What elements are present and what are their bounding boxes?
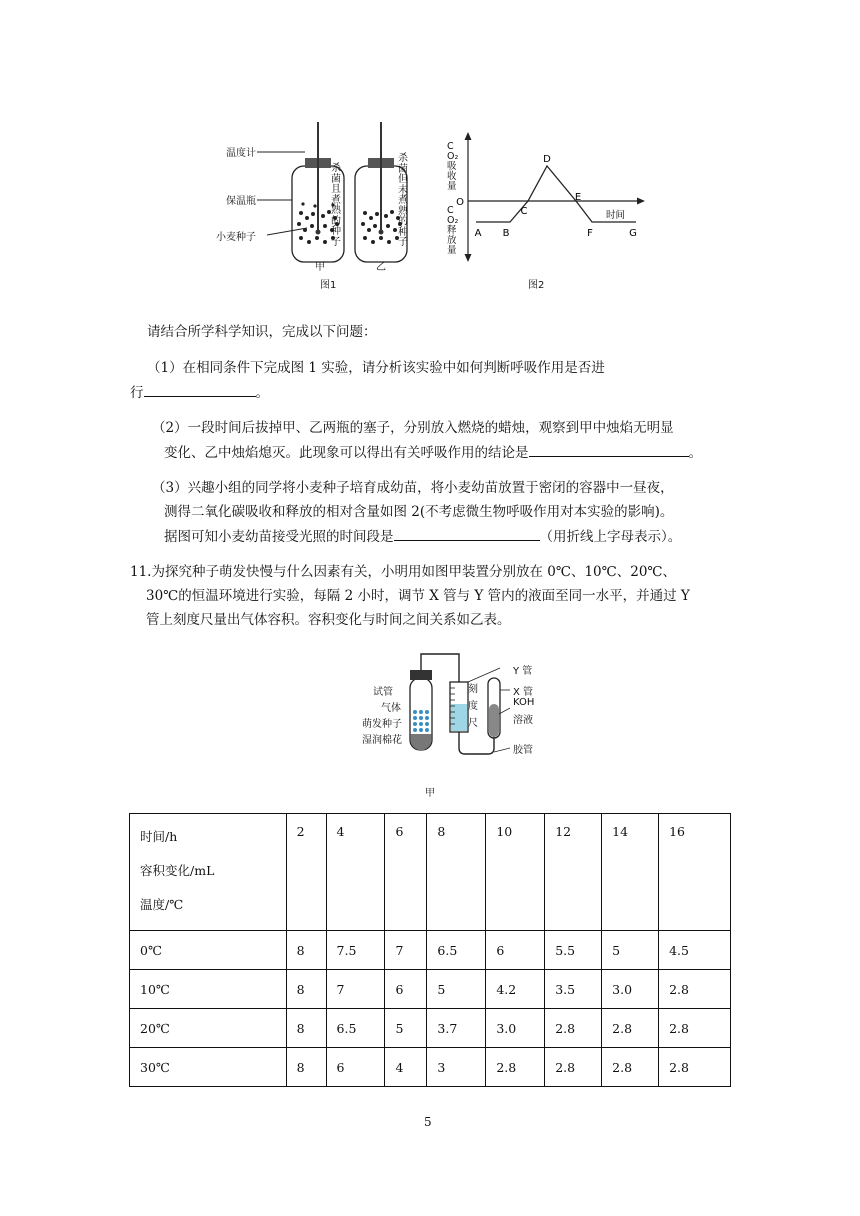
co2-absorb-label: CO₂吸收量: [447, 141, 459, 192]
question-1-line-1: （1）在相同条件下完成图 1 实验，请分析该实验中如何判断呼吸作用是否进: [147, 360, 605, 376]
q3-end: （用折线上字母表示）。: [539, 529, 682, 545]
wet-cotton-label: 湿润棉花: [362, 735, 402, 746]
y-tube-label: Y 管: [513, 666, 533, 677]
value-cell: 8: [286, 1048, 326, 1087]
value-cell: 3.5: [545, 970, 602, 1009]
value-cell: 6.5: [427, 931, 486, 970]
thermos-flask-label: 保温瓶: [226, 196, 256, 207]
value-cell: 7: [326, 970, 385, 1009]
question-3-line-3: [164, 526, 681, 547]
figure-2-caption: 图2: [528, 280, 545, 291]
question-11-line-3: 管上刻度尺量出气体容积。容积变化与时间之间关系如乙表。: [146, 612, 511, 628]
time-cell: 4: [326, 814, 385, 931]
point-d: D: [543, 154, 551, 165]
question-3-line-2: 测得二氧化碳吸收和释放的相对含量如图 2(不考虑微生物呼吸作用对本实验的影响)。: [164, 504, 674, 520]
point-b: B: [502, 228, 510, 239]
rubber-tube-label: 胶管: [513, 745, 533, 756]
table-row: [130, 1009, 731, 1048]
volume-change-header: 容积变化/mL: [140, 863, 215, 878]
value-cell: 2.8: [659, 1009, 731, 1048]
value-cell: 3.0: [602, 970, 659, 1009]
value-cell: 2.8: [659, 970, 731, 1009]
value-cell: 2.8: [659, 1048, 731, 1087]
time-cell: 6: [385, 814, 427, 931]
co2-release-label: CO₂释放量: [447, 205, 459, 256]
value-cell: 6: [486, 931, 545, 970]
figure-2: [440, 128, 670, 268]
q2-end: 。: [688, 445, 702, 461]
value-cell: 8: [286, 1009, 326, 1048]
time-cell: 16: [659, 814, 731, 931]
value-cell: 6: [326, 1048, 385, 1087]
x-tube-label: X 管: [513, 687, 534, 698]
apparatus-figure: [400, 648, 520, 760]
value-cell: 5: [385, 1009, 427, 1048]
time-cell: 8: [427, 814, 486, 931]
page-number: 5: [424, 1115, 432, 1129]
germinating-seed-label: 萌发种子: [362, 719, 402, 730]
wheat-seed-label: 小麦种子: [216, 232, 256, 243]
question-2-line-1: （2）一段时间后拔掉甲、乙两瓶的塞子，分别放入燃烧的蜡烛，观察到甲中烛焰无明显: [152, 420, 674, 436]
value-cell: 2.8: [486, 1048, 545, 1087]
table-row: [130, 970, 731, 1009]
q2-text: 变化、乙中烛焰熄灭。此现象可以得出有关呼吸作用的结论是: [164, 445, 529, 461]
header-cell: [130, 814, 287, 931]
value-cell: 6: [385, 970, 427, 1009]
apparatus-caption: 甲: [425, 788, 435, 799]
flask-a-name: 甲: [315, 262, 325, 273]
value-cell: 2.8: [602, 1009, 659, 1048]
point-f: F: [587, 228, 593, 239]
thermometer-label: 温度计: [226, 148, 256, 159]
time-cell: 2: [286, 814, 326, 931]
point-a: A: [474, 228, 482, 239]
value-cell: 8: [286, 970, 326, 1009]
germinating-seeds: [413, 710, 429, 732]
scale-ruler-label: 刻度尺: [468, 684, 478, 729]
value-cell: 8: [286, 931, 326, 970]
table-header-row: [130, 814, 731, 931]
value-cell: 5: [602, 931, 659, 970]
value-cell: 2.8: [545, 1048, 602, 1087]
intro-text: 请结合所学科学知识，完成以下问题：: [147, 324, 377, 340]
figure-1-caption: 图1: [320, 280, 337, 291]
value-cell: 7.5: [326, 931, 385, 970]
flask-a-vertical-label: 杀菌且煮熟的种子: [331, 163, 341, 248]
temp-cell: 30℃: [130, 1048, 287, 1087]
value-cell: 3.7: [427, 1009, 486, 1048]
temp-cell: 0℃: [130, 931, 287, 970]
value-cell: 3: [427, 1048, 486, 1087]
time-cell: 12: [545, 814, 602, 931]
flask-b-name: 乙: [376, 262, 386, 273]
point-c: C: [520, 206, 528, 217]
value-cell: 4: [385, 1048, 427, 1087]
table-row: [130, 931, 731, 970]
q2-answer-blank[interactable]: [529, 442, 689, 457]
solution-label: 溶液: [513, 715, 533, 726]
q1-end: 。: [255, 385, 269, 401]
value-cell: 6.5: [326, 1009, 385, 1048]
time-header: 时间/h: [140, 829, 178, 844]
q1-text: 行: [130, 385, 144, 401]
q1-answer-blank[interactable]: [144, 382, 256, 397]
temperature-header: 温度/℃: [140, 897, 184, 912]
time-axis-label: 时间: [606, 210, 626, 221]
table-row: [130, 1048, 731, 1087]
value-cell: 2.8: [545, 1009, 602, 1048]
question-1-line-2: [130, 382, 269, 403]
value-cell: 5: [427, 970, 486, 1009]
origin-label: O: [456, 197, 464, 208]
test-tube-label: 试管: [373, 687, 393, 698]
q3-answer-blank[interactable]: [394, 526, 540, 541]
temp-cell: 10℃: [130, 970, 287, 1009]
value-cell: 2.8: [602, 1048, 659, 1087]
temp-cell: 20℃: [130, 1009, 287, 1048]
question-3-line-1: （3）兴趣小组的同学将小麦种子培育成幼苗，将小麦幼苗放置于密闭的容器中一昼夜，: [152, 480, 674, 496]
value-cell: 7: [385, 931, 427, 970]
time-cell: 14: [602, 814, 659, 931]
question-11-line-2: 30℃的恒温环境进行实验，每隔 2 小时，调节 X 管与 Y 管内的液面至同一水平，并通过 Y: [146, 588, 690, 604]
point-e: E: [574, 192, 582, 203]
time-cell: 10: [486, 814, 545, 931]
value-cell: 5.5: [545, 931, 602, 970]
value-cell: 4.2: [486, 970, 545, 1009]
point-g: G: [629, 228, 637, 239]
value-cell: 4.5: [659, 931, 731, 970]
gas-label: 气体: [381, 703, 401, 714]
question-11-line-1: 11.为探究种子萌发快慢与什么因素有关，小明用如图甲装置分别放在 0℃、10℃、20℃、: [130, 564, 677, 580]
flask-b-vertical-label: 杀菌但未煮熟的种子: [398, 153, 408, 248]
value-cell: 3.0: [486, 1009, 545, 1048]
question-2-line-2: [164, 442, 702, 463]
volume-change-table: [129, 813, 731, 1087]
q3-text: 据图可知小麦幼苗接受光照的时间段是: [164, 529, 394, 545]
koh-label: KOH: [513, 697, 535, 708]
